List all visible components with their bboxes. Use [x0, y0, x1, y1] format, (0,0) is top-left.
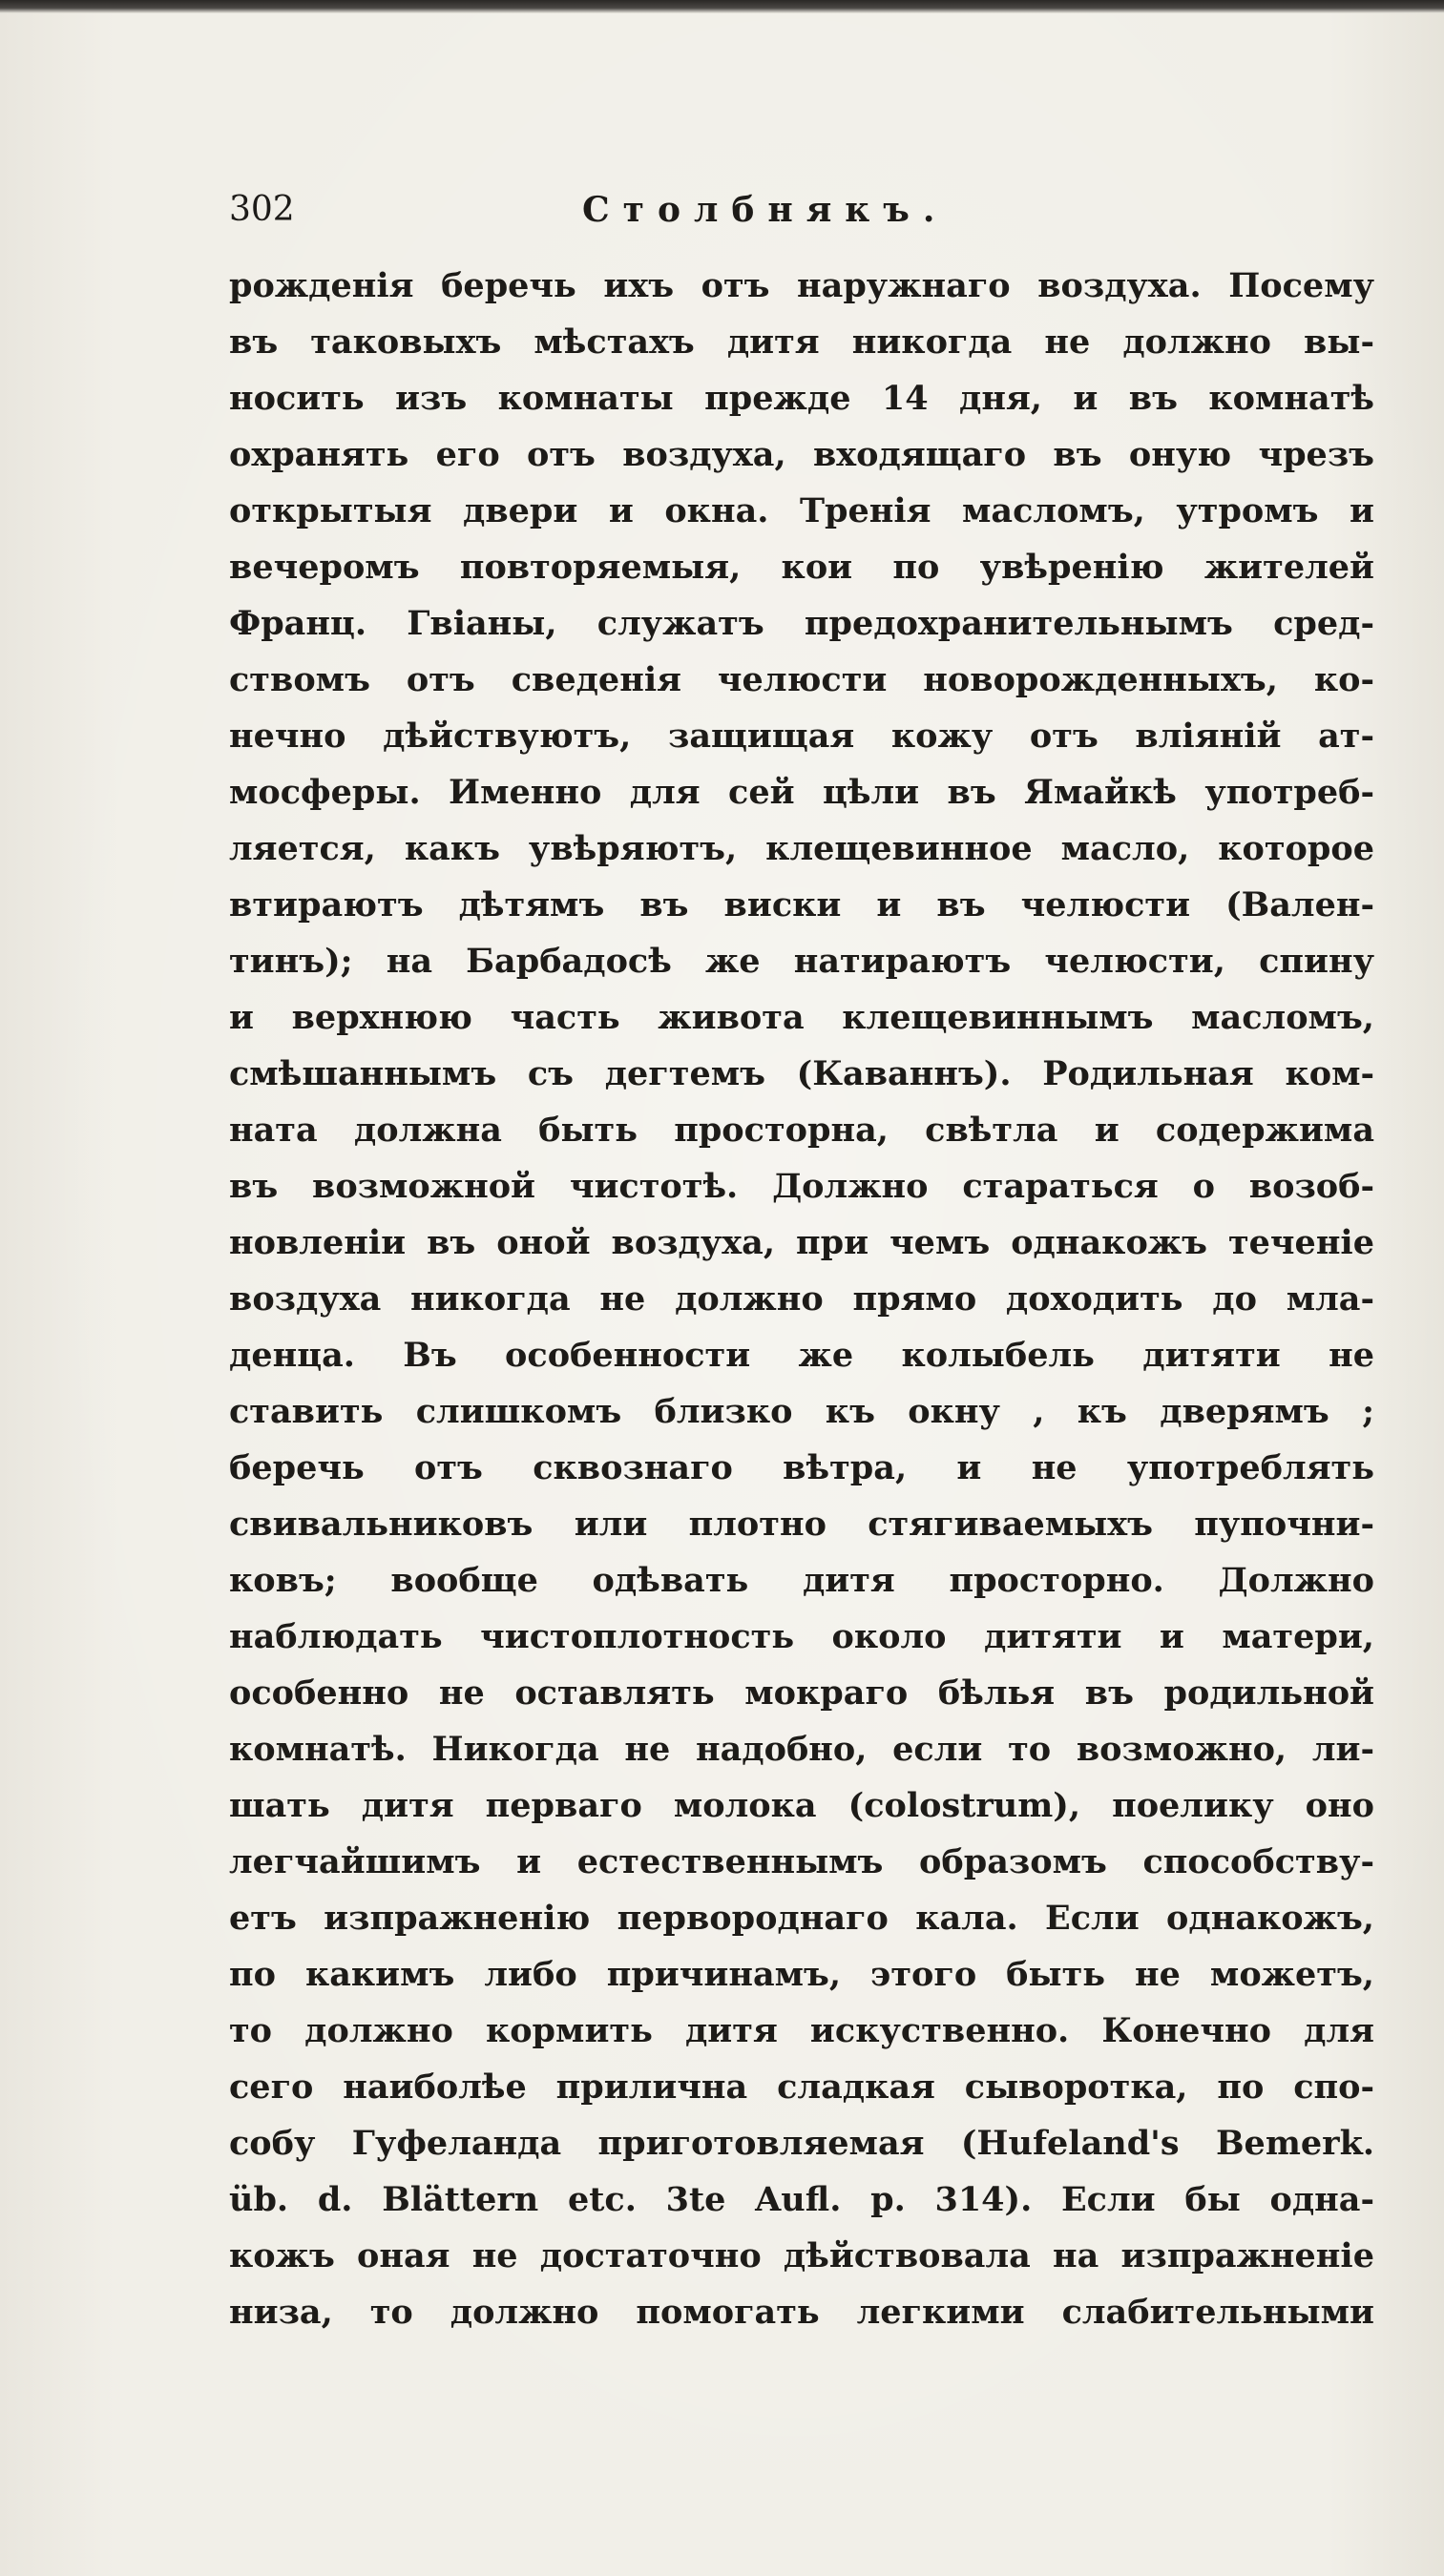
text-line: охранять его отъ воздуха, входящаго въ оную чрезъ: [229, 435, 1374, 474]
text-line: üb. d. Blättern etc. 3te Aufl. p. 314). Если бы одна-: [229, 2180, 1374, 2219]
text-line: ляется, какъ увѣряютъ, клещевинное масло, которое: [229, 829, 1374, 868]
page-top-edge: [0, 0, 1444, 13]
text-line: носить изъ комнаты прежде 14 дня, и въ комнатѣ: [229, 379, 1374, 418]
text-line: ствомъ отъ сведенія челюсти новорожденныхъ, ко-: [229, 660, 1374, 699]
text-line: ставить слишкомъ близко къ окну , къ дверямъ ;: [229, 1392, 1374, 1431]
running-title: Столбнякъ.: [582, 190, 949, 230]
text-line: свивальниковъ или плотно стягиваемыхъ пупочни-: [229, 1505, 1374, 1544]
page-number: 302: [229, 190, 295, 229]
text-line: и верхнюю часть живота клещевиннымъ масломъ,: [229, 998, 1374, 1037]
text-line: ковъ; вообще одѣвать дитя просторно. Должно: [229, 1561, 1374, 1600]
text-line: то должно кормить дитя искуственно. Конечно для: [229, 2011, 1374, 2050]
running-head: [229, 186, 1374, 234]
text-line: новленіи въ оной воздуха, при чемъ однакожъ теченіе: [229, 1223, 1374, 1262]
body-text: [229, 258, 1374, 2340]
text-line: вечеромъ повторяемыя, кои по увѣренію жителей: [229, 548, 1374, 587]
text-line: кожъ оная не достаточно дѣйствовала на изпражненіе: [229, 2236, 1374, 2275]
text-line: въ таковыхъ мѣстахъ дитя никогда не должно вы-: [229, 322, 1374, 362]
text-line: тинъ); на Барбадосѣ же натираютъ челюсти, спину: [229, 942, 1374, 981]
text-line: въ возможной чистотѣ. Должно стараться о возоб-: [229, 1167, 1374, 1206]
text-line: низа, то должно помогать легкими слабительными: [229, 2293, 1374, 2332]
text-line: Франц. Гвіаны, служатъ предохранительнымъ сред-: [229, 604, 1374, 643]
text-line: втираютъ дѣтямъ въ виски и въ челюсти (Вален-: [229, 885, 1374, 924]
text-line: по какимъ либо причинамъ, этого быть не можетъ,: [229, 1955, 1374, 1994]
text-line: рожденія беречь ихъ отъ наружнаго воздуха. Посему: [229, 266, 1374, 305]
text-line: наблюдать чистоплотность около дитяти и матери,: [229, 1617, 1374, 1656]
text-line: беречь отъ сквознаго вѣтра, и не употреблять: [229, 1448, 1374, 1487]
text-line: денца. Въ особенности же колыбель дитяти не: [229, 1336, 1374, 1375]
text-line: открытыя двери и окна. Тренія масломъ, утромъ и: [229, 491, 1374, 530]
text-line: нечно дѣйствуютъ, защищая кожу отъ вліяній ат-: [229, 717, 1374, 756]
text-line: комнатѣ. Никогда не надобно, если то возможно, ли-: [229, 1730, 1374, 1769]
text-line: сего наиболѣе прилична сладкая сыворотка, по спо-: [229, 2067, 1374, 2107]
text-line: етъ изпражненію первороднаго кала. Если однакожъ,: [229, 1899, 1374, 1938]
text-line: собу Гуфеланда приготовляемая (Hufeland's Bemerk.: [229, 2124, 1374, 2163]
text-line: смѣшаннымъ съ дегтемъ (Каваннъ). Родильная ком-: [229, 1054, 1374, 1093]
text-line: воздуха никогда не должно прямо доходить до мла-: [229, 1279, 1374, 1319]
text-line: шать дитя перваго молока (colostrum), поелику оно: [229, 1786, 1374, 1825]
text-line: особенно не оставлять мокраго бѣлья въ родильной: [229, 1673, 1374, 1713]
text-line: легчайшимъ и естественнымъ образомъ способству-: [229, 1842, 1374, 1881]
text-line: мосферы. Именно для сей цѣли въ Ямайкѣ употреб-: [229, 773, 1374, 812]
text-line: ната должна быть просторна, свѣтла и содержима: [229, 1111, 1374, 1150]
